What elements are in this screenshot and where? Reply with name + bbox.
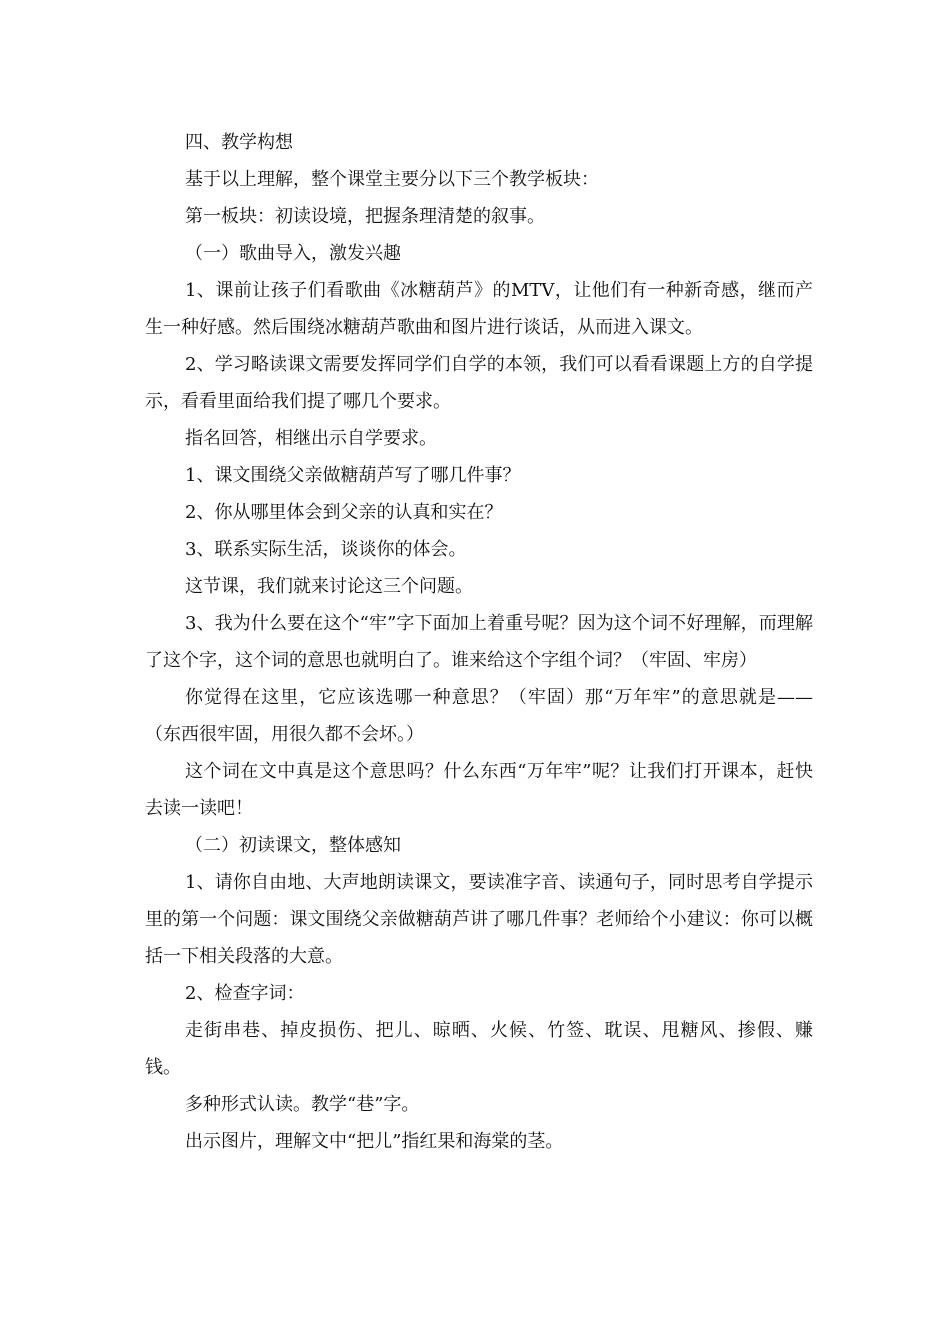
- block-heading: 第一板块：初读设境，把握条理清楚的叙事。: [185, 206, 545, 227]
- subsection-heading: （二）初读课文，整体感知: [185, 835, 401, 856]
- paragraph: 基于以上理解，整个课堂主要分以下三个教学板块：: [185, 169, 599, 190]
- paragraph: 2、学习略读课文需要发挥同学们自学的本领，我们可以看看课题上方的自学提示，看看里面给我们提了哪几个要求。: [145, 354, 813, 412]
- paragraph: 多种形式认读。教学“巷”字。: [185, 1094, 420, 1115]
- list-item: 2、你从哪里体会到父亲的认真和实在？: [185, 502, 503, 523]
- paragraph: 1、请你自由地、大声地朗读课文，要读准字音、读通句子，同时思考自学提示里的第一个问题：课文围绕父亲做糖葫芦讲了哪几件事？老师给个小建议：你可以概括一下相关段落的大意。: [145, 872, 813, 967]
- section-heading: 四、教学构想: [185, 132, 293, 153]
- paragraph: 你觉得在这里，它应该选哪一种意思？（牢固）那“万年牢”的意思就是——（东西很牢固，用很久都不会坏。）: [145, 687, 813, 745]
- list-item: 1、课文围绕父亲做糖葫芦写了哪几件事？: [185, 465, 521, 486]
- paragraph: 3、我为什么要在这个“牢”字下面加上着重号呢？因为这个词不好理解，而理解了这个字，这个词的意思也就明白了。谁来给这个字组个词？（牢固、牢房）: [145, 613, 813, 671]
- paragraph: 这节课，我们就来讨论这三个问题。: [185, 576, 473, 597]
- paragraph: 出示图片，理解文中“把儿”指红果和海棠的茎。: [185, 1131, 564, 1152]
- paragraph: 2、检查字词：: [185, 983, 305, 1004]
- document-body: [145, 124, 813, 1160]
- subsection-heading: （一）歌曲导入，激发兴趣: [185, 243, 401, 264]
- paragraph: 1、课前让孩子们看歌曲《冰糖葫芦》的MTV，让他们有一种新奇感，继而产生一种好感。然后围绕冰糖葫芦歌曲和图片进行谈话，从而进入课文。: [145, 280, 813, 338]
- paragraph: 这个词在文中真是这个意思吗？什么东西“万年牢”呢？让我们打开课本，赶快去读一读吧！: [145, 761, 813, 819]
- paragraph: 走街串巷、掉皮损伤、把儿、晾晒、火候、竹签、耽误、甩糖风、掺假、赚钱。: [145, 1020, 813, 1078]
- paragraph: 指名回答，相继出示自学要求。: [185, 428, 437, 449]
- list-item: 3、联系实际生活，谈谈你的体会。: [185, 539, 467, 560]
